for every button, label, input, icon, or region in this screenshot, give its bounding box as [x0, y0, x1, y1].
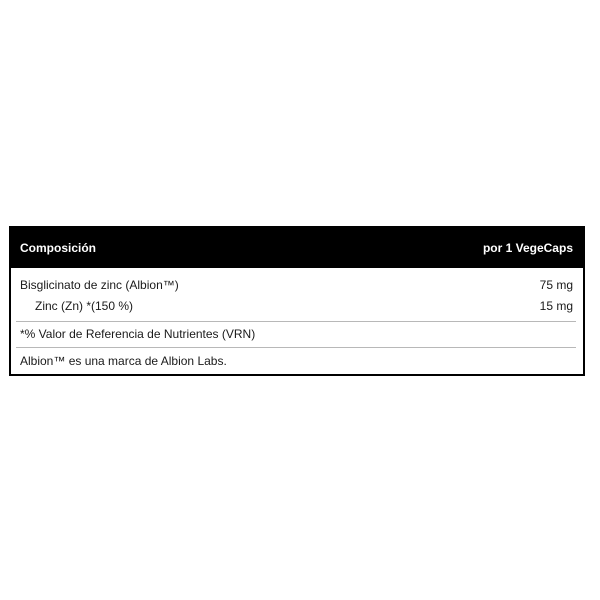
header-serving: por 1 VegeCaps: [482, 241, 573, 255]
ingredient-value: 15 mg: [539, 299, 573, 313]
ingredient-name: Zinc (Zn) *(150 %): [35, 299, 134, 313]
table-row: [16, 299, 576, 313]
ingredient-name: Bisglicinato de zinc (Albion™): [20, 278, 179, 292]
nutrition-table: [9, 226, 585, 376]
trademark-note-row: [16, 354, 576, 368]
vrn-footnote-row: [16, 327, 576, 341]
vrn-footnote: *% Valor de Referencia de Nutrientes (VRN): [20, 327, 256, 341]
trademark-note: Albion™ es una marca de Albion Labs.: [20, 354, 227, 368]
composition-section: [16, 268, 576, 322]
header-title: Composición: [20, 241, 97, 255]
table-header: [11, 228, 583, 268]
ingredient-value: 75 mg: [539, 278, 573, 292]
vrn-footnote-section: [16, 322, 576, 348]
table-row: [16, 278, 576, 292]
trademark-note-section: [16, 348, 576, 374]
